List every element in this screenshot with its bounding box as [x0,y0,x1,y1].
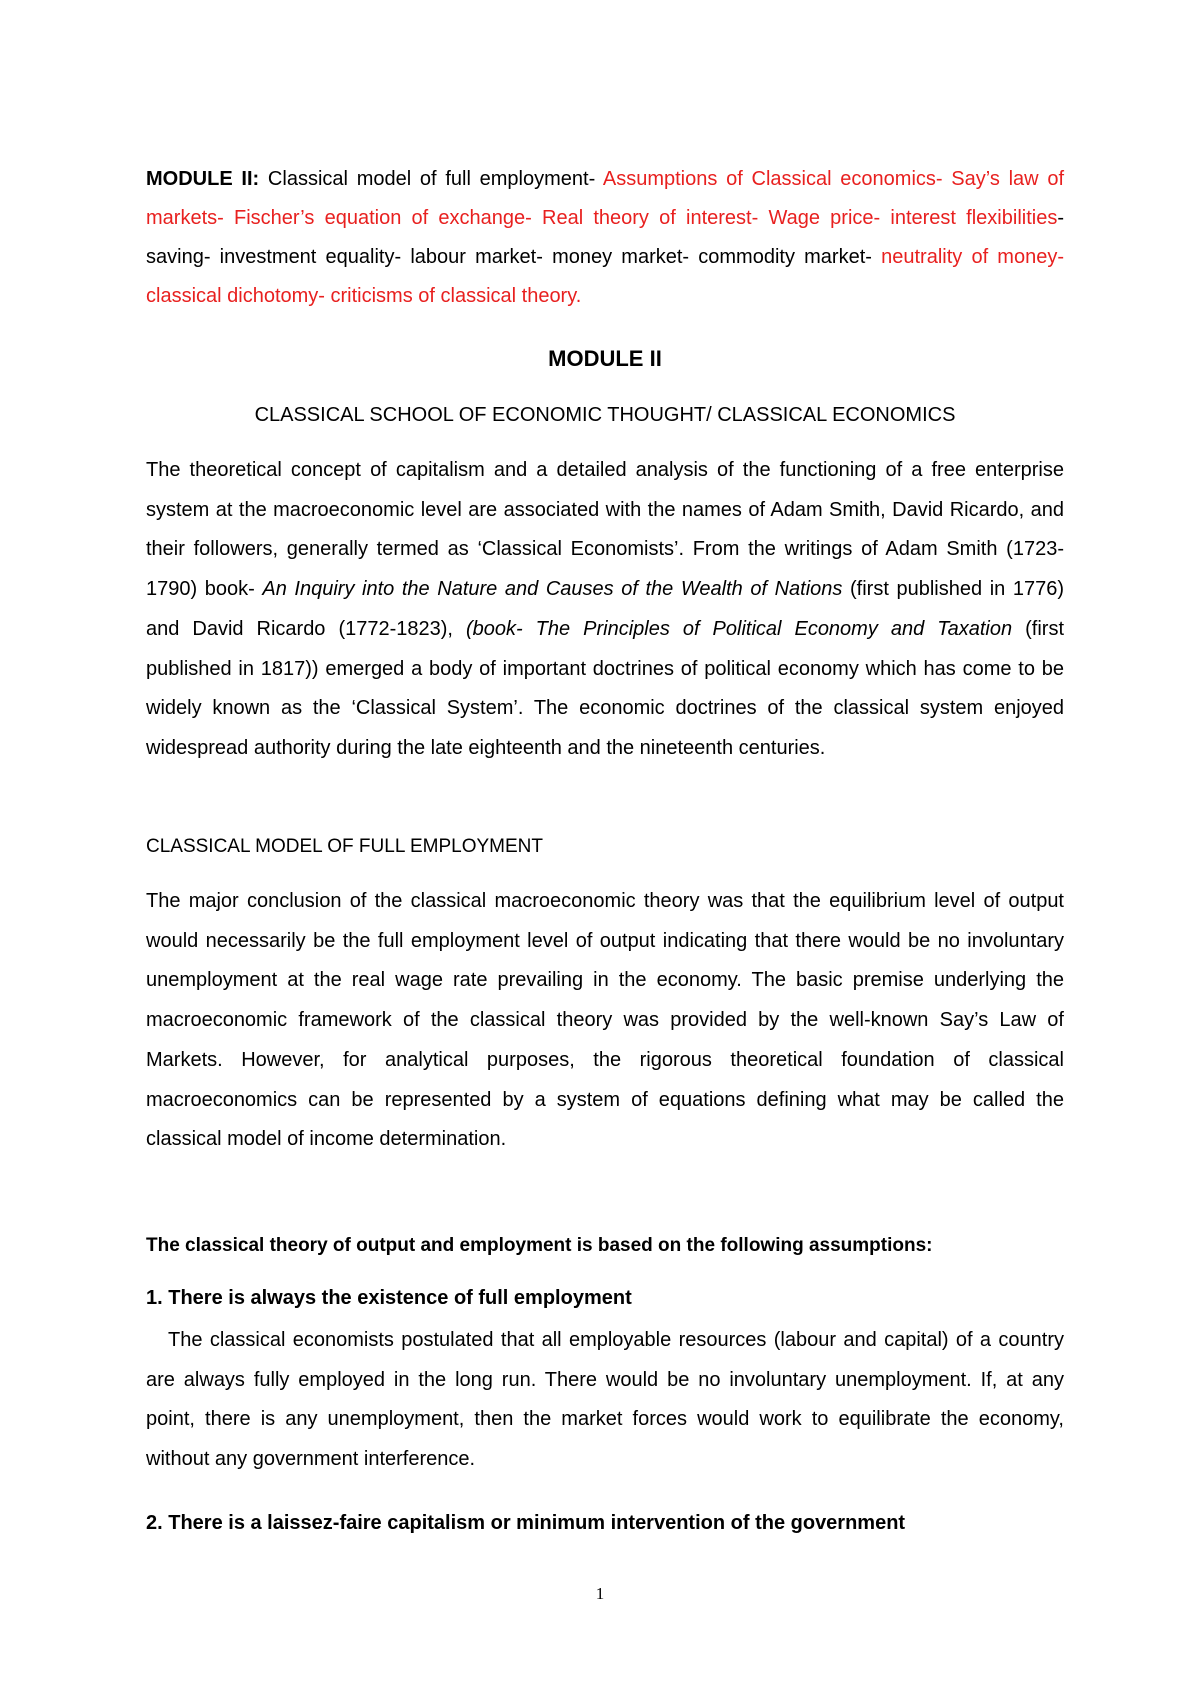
intro-text: (first published in 1817)) emerged a body of important doctrines of political economy which has come to be widely known as the ‘Classical System’. The economic doctrines of the classical system enjoyed widespread authority during the late eighteenth and the nineteenth centuries. [146,617,1064,759]
syllabus-segment: Classical model of full employment- [259,168,603,190]
assumption-2-heading: 2. There is a laissez-faire capitalism or minimum intervention of the government [146,1512,906,1534]
module-heading: MODULE II [548,346,662,371]
assumption-1-paragraph: The classical economists postulated that all employable resources (labour and capital) of a country are always fully employed in the long run. There would be no involuntary unemployment. If, at any point, there is any unemployment, then the market forces would work to equilibrate the economy, without any government interference. [146,1329,1064,1471]
intro-paragraph [146,451,1064,769]
book-title-wealth-of-nations: An Inquiry into the Nature and Causes of the Wealth of Nations [262,578,843,601]
assumptions-heading: The classical theory of output and employment is based on the following assumptions: [146,1235,933,1256]
syllabus-paragraph [146,160,1064,316]
assumption-1-heading: 1. There is always the existence of full employment [146,1287,632,1309]
intro-text: (first published in 1776) and David Ricardo (1772-1823), [146,578,1065,640]
syllabus-segment-red: Assumptions of Classical economics- Say’s law of markets- Fischer’s equation of exchange- Real theory of interest- Wage price- interest flexibilities [146,168,1064,229]
syllabus-label: MODULE II: [146,168,260,190]
syllabus-segment-red: neutrality of money- classical dichotomy- criticisms of classical theory. [146,246,1064,307]
book-title-principles: (book- The Principles of Political Economy and Taxation [465,617,1013,640]
full-employment-paragraph: The major conclusion of the classical macroeconomic theory was that the equilibrium level of output would necessarily be the full employment level of output indicating that there would be no involuntary unemployment at the real wage rate prevailing in the economy. The basic premise underlying the macroeconomic framework of the classical theory was provided by the well-known Say’s Law of Markets. However, for analytical purposes, the rigorous theoretical foundation of classical macroeconomics can be represented by a system of equations defining what may be called the classical model of income determination. [146,890,1064,1151]
section-heading-full-employment: CLASSICAL MODEL OF FULL EMPLOYMENT [146,836,543,857]
intro-text: The theoretical concept of capitalism and a detailed analysis of the functioning of a free enterprise system at the macroeconomic level are associated with the names of Adam Smith, David Ricardo, and their followers, generally termed as ‘Classical Economists’. From the writings of Adam Smith (1723- 1790) book- [146,459,1064,601]
section-heading-classical-school: CLASSICAL SCHOOL OF ECONOMIC THOUGHT/ CLASSICAL ECONOMICS [254,404,956,426]
page-number: 1 [595,1584,605,1603]
syllabus-segment: - saving- investment equality- labour market- money market- commodity market- [146,207,1064,268]
